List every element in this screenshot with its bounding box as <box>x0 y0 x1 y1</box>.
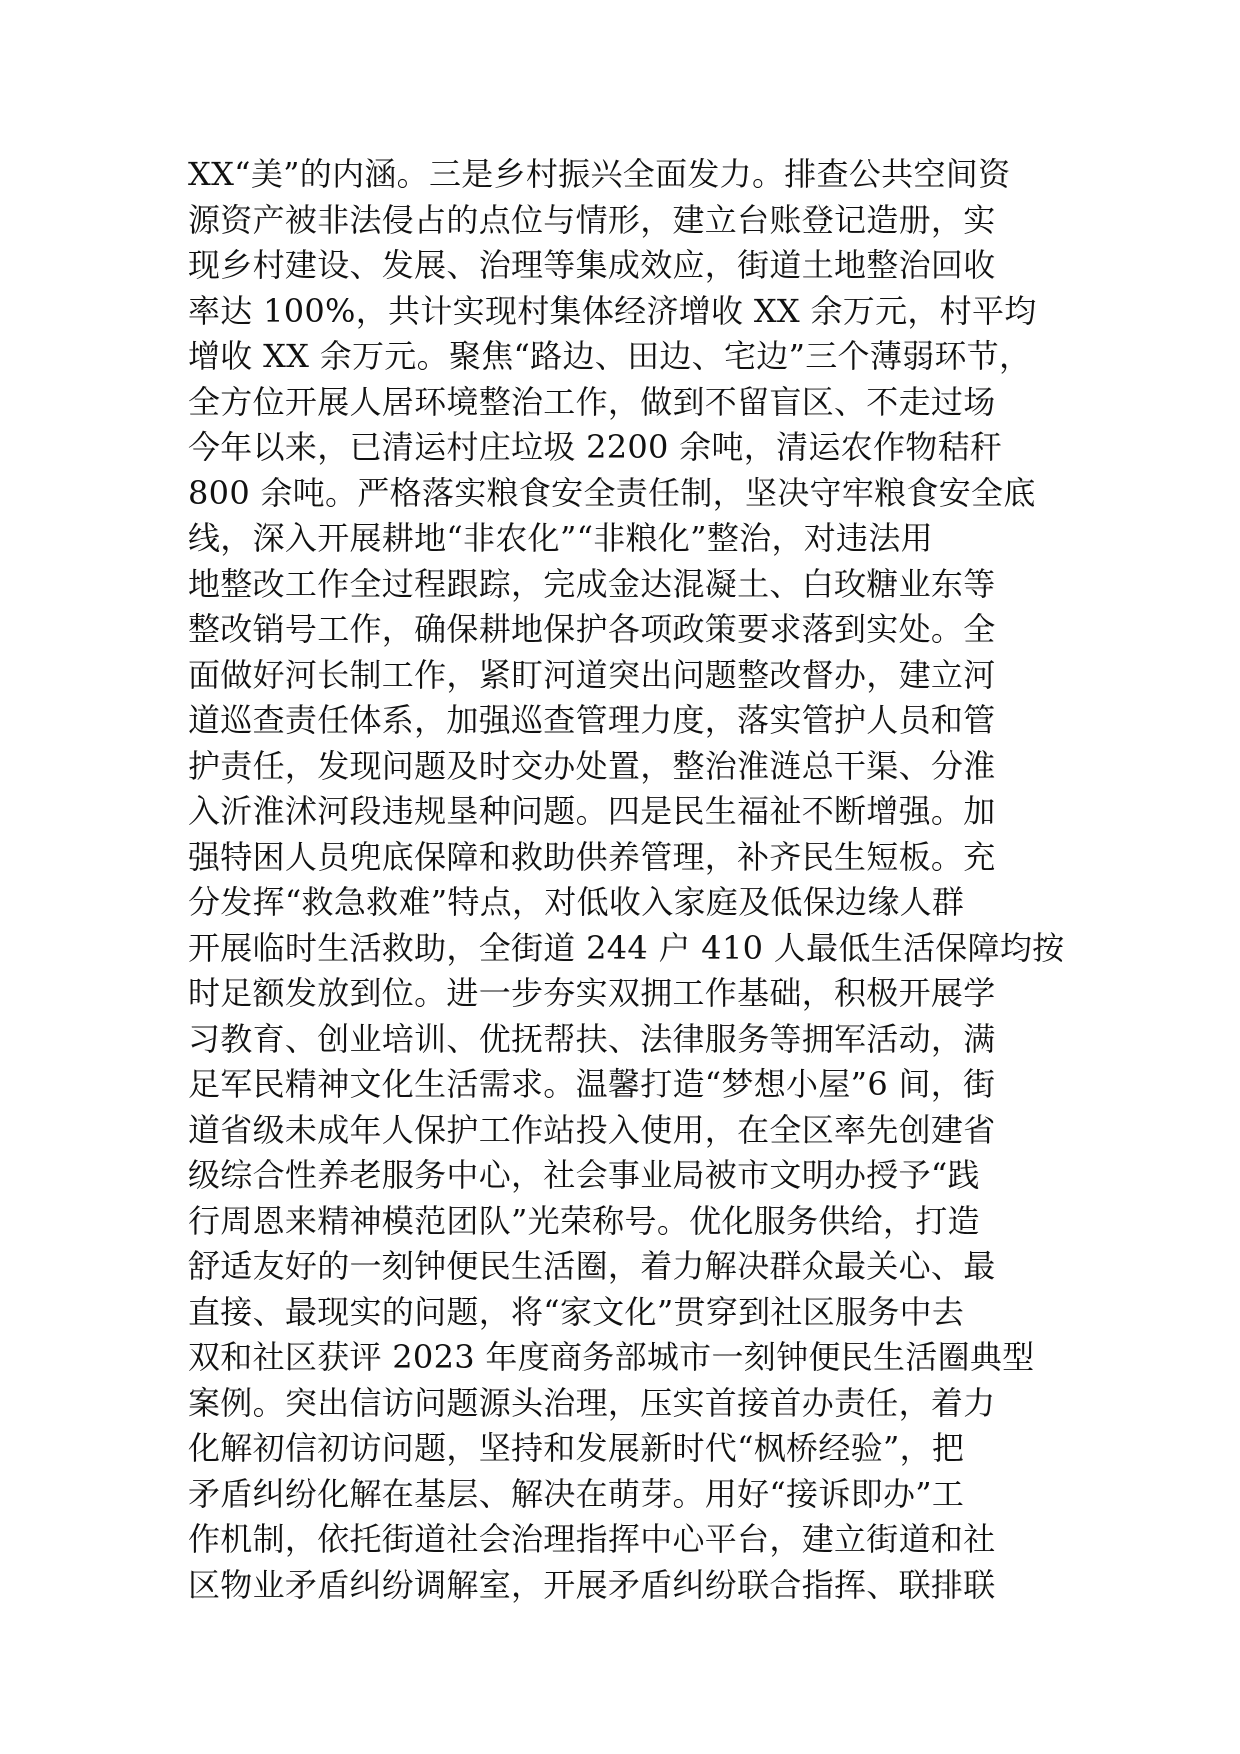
text-line: 案例。突出信访问题源头治理，压实首接首办责任，着力 <box>188 1383 996 1422</box>
text-line: 现乡村建设、发展、治理等集成效应，街道土地整治回收 <box>188 246 996 284</box>
text-line: 双和社区获评 2023 年度商务部城市一刻钟便民生活圈典型 <box>188 1338 1035 1376</box>
text-line: 道巡查责任体系，加强巡查管理力度，落实管护人员和管 <box>188 701 996 739</box>
text-line: 面做好河长制工作，紧盯河道突出问题整改督办，建立河 <box>188 655 996 694</box>
text-line: 线，深入开展耕地“非农化”“非粮化”整治，对违法用 <box>188 519 933 557</box>
text-line: 直接、最现实的问题，将“家文化”贯穿到社区服务中去 <box>188 1292 965 1331</box>
text-line: 行周恩来精神模范团队”光荣称号。优化服务供给，打造 <box>188 1201 980 1240</box>
text-line: 整改销号工作，确保耕地保护各项政策要求落到实处。全 <box>188 610 996 648</box>
text-line: 分发挥“救急救难”特点，对低收入家庭及低保边缘人群 <box>188 883 965 921</box>
text-line: 率达 100%，共计实现村集体经济增收 XX 余万元，村平均 <box>188 291 1037 330</box>
text-line: 区物业矛盾纠纷调解室，开展矛盾纠纷联合指挥、联排联 <box>188 1565 996 1604</box>
text-line: 增收 XX 余万元。聚焦“路边、田边、宅边”三个薄弱环节， <box>188 337 1032 375</box>
text-line: 开展临时生活救助，全街道 244 户 410 人最低生活保障均按 <box>188 928 1065 967</box>
text-line: 化解初信初访问题，坚持和发展新时代“枫桥经验”，把 <box>188 1429 965 1467</box>
text-line: 舒适友好的一刻钟便民生活圈，着力解决群众最关心、最 <box>188 1247 996 1285</box>
text-line: 时足额发放到位。进一步夯实双拥工作基础，积极开展学 <box>188 974 996 1012</box>
text-line: 作机制，依托街道社会治理指挥中心平台，建立街道和社 <box>188 1520 996 1558</box>
text-line: XX“美”的内涵。三是乡村振兴全面发力。排查公共空间资 <box>188 155 1011 193</box>
text-line: 级综合性养老服务中心，社会事业局被市文明办授予“践 <box>188 1156 980 1194</box>
document-body <box>188 152 1088 1608</box>
text-line: 今年以来，已清运村庄垃圾 2200 余吨，清运农作物秸秆 <box>188 428 1003 466</box>
text-line: 强特困人员兜底保障和救助供养管理，补齐民生短板。充 <box>188 837 996 876</box>
text-line: 全方位开展人居环境整治工作，做到不留盲区、不走过场 <box>188 382 996 421</box>
text-line: 护责任，发现问题及时交办处置，整治淮涟总干渠、分淮 <box>188 746 996 785</box>
text-line: 道省级未成年人保护工作站投入使用，在全区率先创建省 <box>188 1110 996 1149</box>
text-line: 地整改工作全过程跟踪，完成金达混凝土、白玫糖业东等 <box>188 564 996 603</box>
text-line: 入沂淮沭河段违规垦种问题。四是民生福祉不断增强。加 <box>188 792 996 830</box>
text-line: 源资产被非法侵占的点位与情形，建立台账登记造册，实 <box>188 200 996 239</box>
text-line: 习教育、创业培训、优抚帮扶、法律服务等拥军活动，满 <box>188 1019 996 1058</box>
text-line: 800 余吨。严格落实粮食安全责任制，坚决守牢粮食安全底 <box>188 473 1036 512</box>
text-line: 矛盾纠纷化解在基层、解决在萌芽。用好“接诉即办”工 <box>188 1474 965 1513</box>
text-line: 足军民精神文化生活需求。温馨打造“梦想小屋”6 间，街 <box>188 1065 996 1103</box>
